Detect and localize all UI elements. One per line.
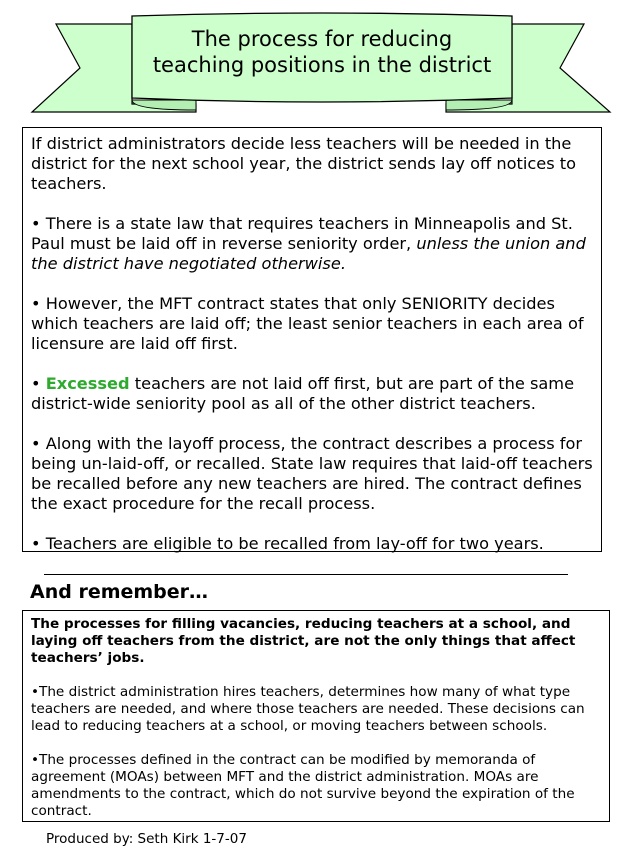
bullet-recall-duration: • Teachers are eligible to be recalled from lay-off for two years.	[31, 534, 544, 553]
remember-moa-paragraph: •The processes defined in the contract can be modified by memoranda of agreement (MOAs) between MFT and the district administration. MOAs are amendments to the contract, which do not survive beyond the expiration of the contract.	[31, 752, 575, 819]
title-line-2: teaching positions in the district	[152, 53, 492, 77]
remember-bold-paragraph: The processes for filling vacancies, reducing teachers at a school, and laying off teachers from the district, are not the only things that affect teachers’ jobs.	[31, 616, 576, 666]
title-line-1: The process for reducing	[191, 27, 453, 51]
footer-credit: Produced by: Seth Kirk 1-7-07	[46, 831, 247, 847]
intro-paragraph: If district administrators decide less teachers will be needed in the district for the next school year, the district sends lay off notices to teachers.	[31, 134, 577, 193]
bullet-state-law	[31, 214, 593, 274]
bullet-recall-process: • Along with the layoff process, the contract describes a process for being un-laid-off, or recalled. State law requires that laid-off teachers be recalled before any new teachers are hired. The contract defines the exact procedure for the recall process.	[31, 434, 593, 513]
bullet-state-law-text: • There is a state law that requires teachers in Minneapolis and St. Paul must be laid off in reverse seniority order,	[31, 214, 573, 253]
excessed-highlight: Excessed	[45, 374, 130, 393]
bullet-excessed-prefix: •	[31, 374, 46, 393]
remember-box	[22, 610, 610, 822]
bullet-state-law-italic: unless the union and the district have negotiated otherwise.	[31, 234, 586, 273]
remember-hiring-paragraph: •The district administration hires teachers, determines how many of what type teachers are needed, and where those teachers are needed. These decisions can lead to reducing teachers at a school, or moving teachers between schools.	[31, 684, 585, 734]
bullet-seniority: • However, the MFT contract states that only SENIORITY decides which teachers are laid off; the least senior teachers in each area of licensure are laid off first.	[31, 294, 584, 353]
bullet-excessed	[31, 374, 593, 414]
bullet-excessed-rest: teachers are not laid off first, but are part of the same district-wide seniority pool as all of the other district teachers.	[31, 374, 575, 413]
page-title	[132, 26, 512, 78]
remember-heading: And remember…	[30, 581, 209, 603]
section-divider	[44, 574, 568, 575]
main-content-box	[22, 127, 602, 552]
